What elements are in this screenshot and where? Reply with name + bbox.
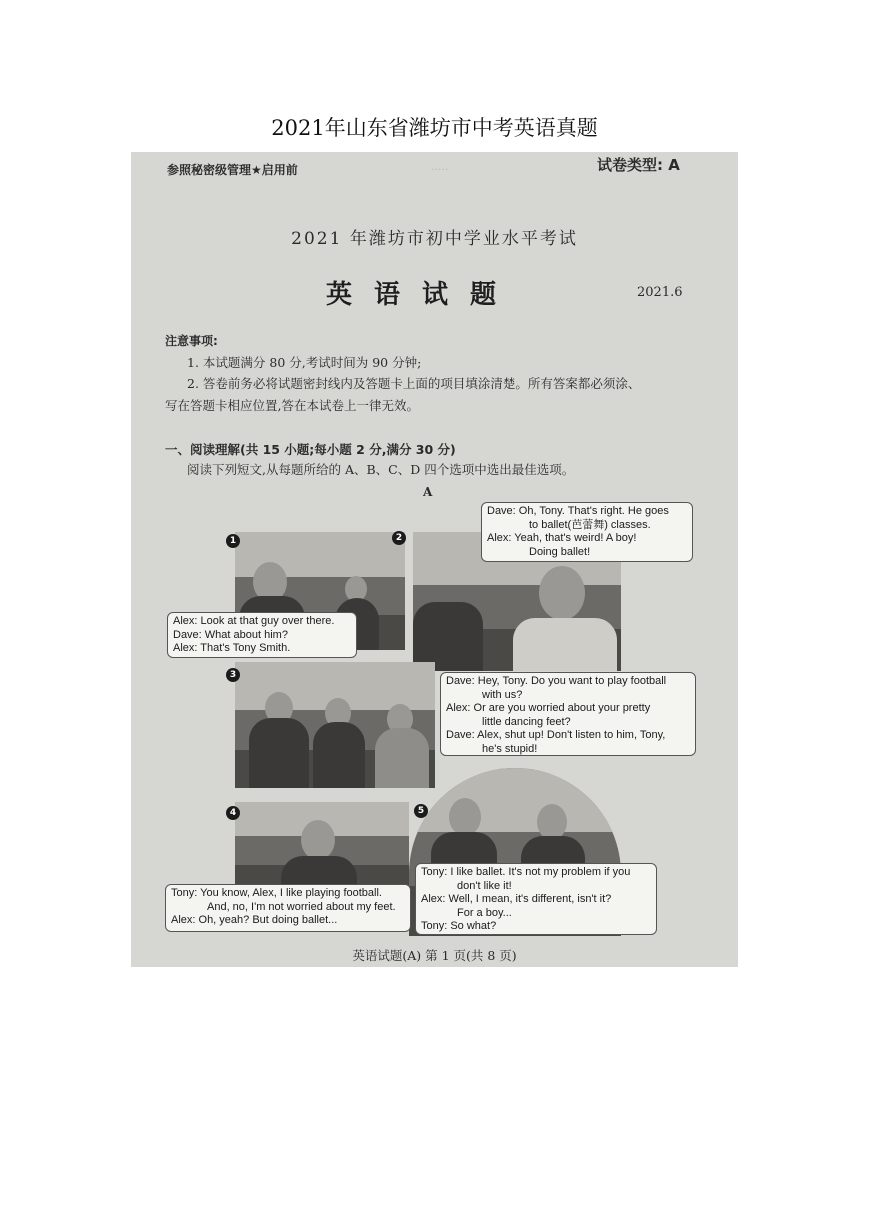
dialogue-line: Dave: Hey, Tony. Do you want to play football <box>446 675 667 687</box>
dialogue-line: he's stupid! <box>482 742 538 755</box>
comic-panel-3 <box>235 662 435 788</box>
dialogue-line: little dancing feet? <box>482 715 571 728</box>
dialogue-line: Tony: You know, Alex, I like playing football. <box>171 887 382 899</box>
speech-bubble-2 <box>481 502 693 562</box>
passage-label: A <box>423 485 433 499</box>
section-heading: 一、阅读理解(共 15 小题;每小题 2 分,满分 30 分) <box>165 442 456 457</box>
dialogue-line: Alex: Well, I mean, it's different, isn't it? <box>421 893 612 905</box>
speech-bubble-3 <box>440 672 696 756</box>
dialogue-line: Tony: So what? <box>421 920 497 932</box>
bleed-through-text: ..... <box>431 160 449 173</box>
dialogue-line: And, no, I'm not worried about my feet. <box>207 900 396 913</box>
dialogue-line: don't like it! <box>457 879 512 892</box>
section-instruction: 阅读下列短文,从每题所给的 A、B、C、D 四个选项中选出最佳选项。 <box>187 462 575 477</box>
page-footer: 英语试题(A) 第 1 页(共 8 页) <box>352 948 517 963</box>
dialogue-line: Dave: Oh, Tony. That's right. He goes <box>487 505 669 517</box>
document-title: 2021年山东省潍坊市中考英语真题 <box>271 116 598 140</box>
dialogue-line: Alex: Yeah, that's weird! A boy! <box>487 532 637 544</box>
paper-type-label: 试卷类型: A <box>597 156 680 174</box>
confidentiality-label: 参照秘密级管理★启用前 <box>167 163 298 177</box>
dialogue-line: Alex: Or are you worried about your pretty <box>446 702 651 714</box>
subject-title: 英语试题 <box>326 280 519 310</box>
panel-number-2: 2 <box>392 531 406 545</box>
notes-heading: 注意事项: <box>165 334 218 348</box>
dialogue-line: For a boy... <box>457 906 512 919</box>
dialogue-line: Alex: Oh, yeah? But doing ballet... <box>171 914 338 926</box>
comic-panel-4 <box>235 802 409 892</box>
dialogue-line: Dave: Alex, shut up! Don't listen to him, Tony, <box>446 729 666 741</box>
dialogue-line: Tony: I like ballet. It's not my problem if you <box>421 866 631 878</box>
panel-number-1: 1 <box>226 534 240 548</box>
dialogue-line: Alex: That's Tony Smith. <box>173 642 291 654</box>
speech-bubble-5 <box>415 863 657 935</box>
dialogue-line: with us? <box>482 688 523 701</box>
speech-bubble-1 <box>167 612 357 658</box>
note-2-continued: 写在答题卡相应位置,答在本试卷上一律无效。 <box>165 398 419 413</box>
exam-date: 2021.6 <box>637 285 683 300</box>
panel-number-3: 3 <box>226 668 240 682</box>
note-2: 2. 答卷前务必将试题密封线内及答题卡上面的项目填涂清楚。所有答案都必须涂、 <box>187 376 641 391</box>
speech-bubble-4 <box>165 884 411 932</box>
dialogue-line: Dave: What about him? <box>173 628 288 641</box>
dialogue-line: Alex: Look at that guy over there. <box>173 615 335 627</box>
exam-page-photo <box>131 152 738 967</box>
note-1: 1. 本试题满分 80 分,考试时间为 90 分钟; <box>187 355 422 370</box>
dialogue-line: to ballet(芭蕾舞) classes. <box>529 518 651 531</box>
panel-number-5: 5 <box>414 804 428 818</box>
dialogue-line: Doing ballet! <box>529 545 591 558</box>
panel-number-4: 4 <box>226 806 240 820</box>
exam-title: 2021 年潍坊市初中学业水平考试 <box>291 229 578 249</box>
